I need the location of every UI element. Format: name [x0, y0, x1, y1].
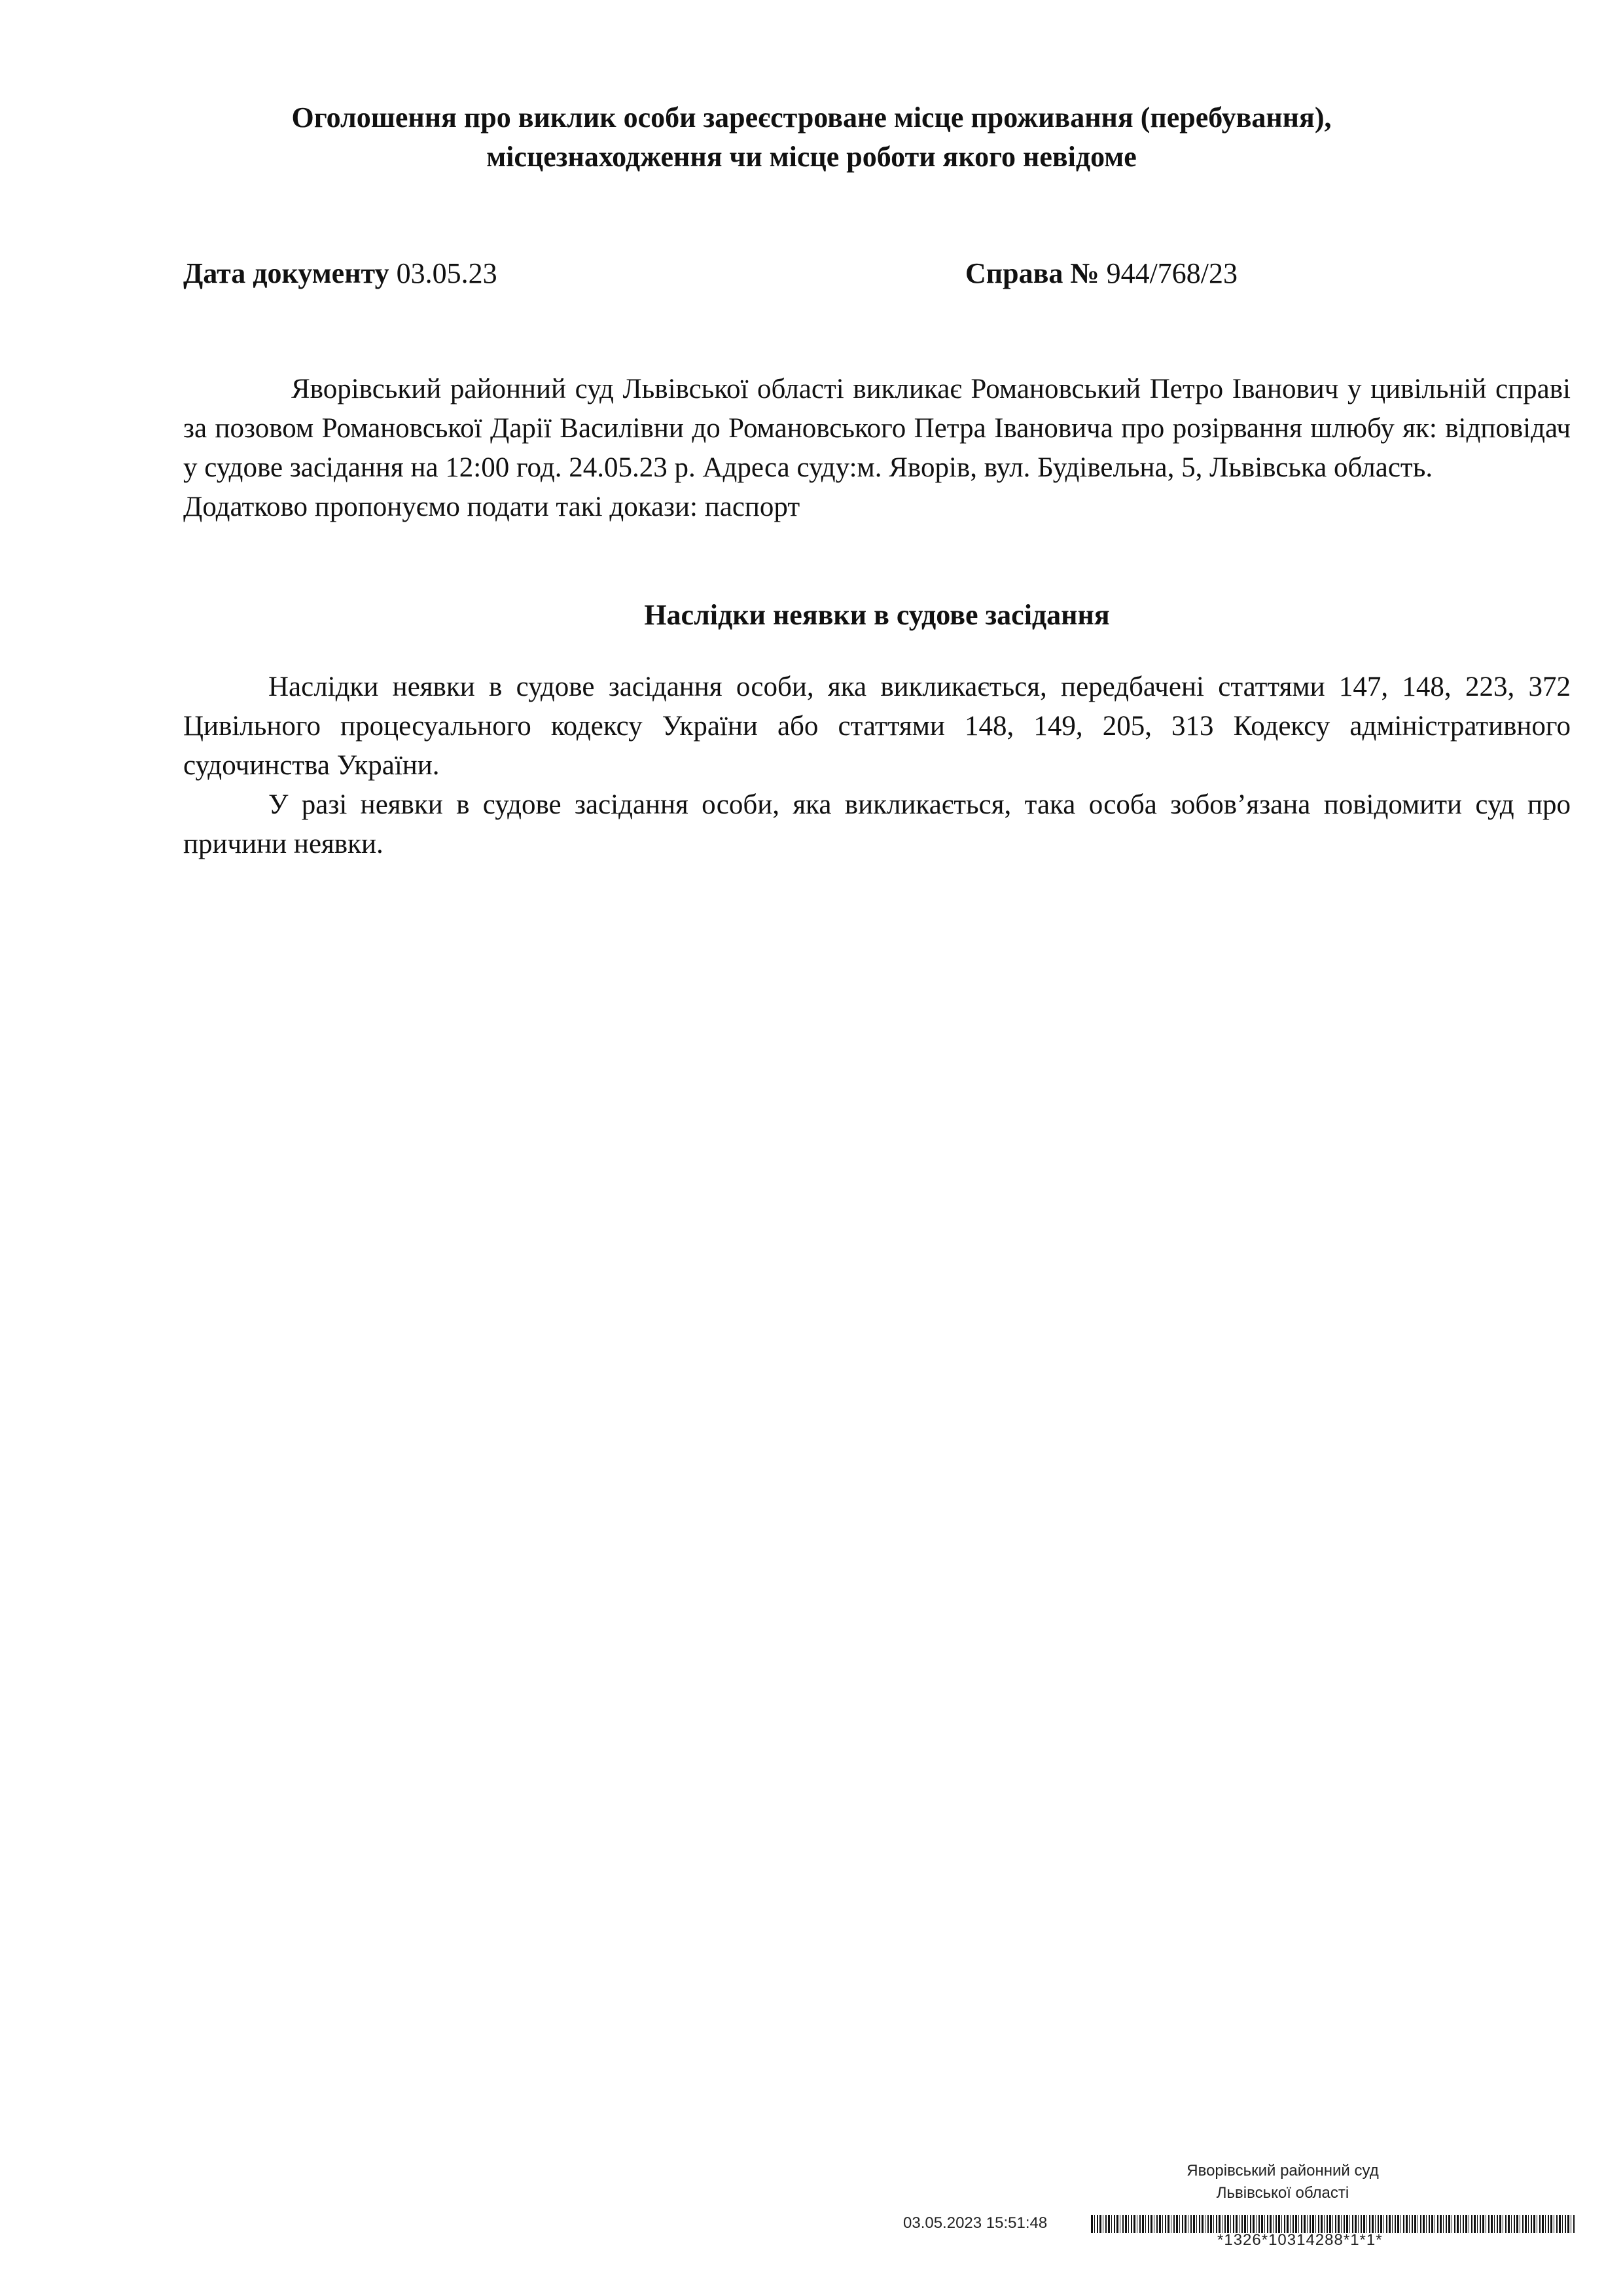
consequences-section: [183, 668, 1571, 864]
title-line-2: місцезнаходження чи місце роботи якого невідоме: [486, 141, 1137, 173]
consequences-paragraph-1: Наслідки неявки в судове засідання особи, яка викликається, передбачені статтями 147, 148, 223, 372 Цивільного процесуального кодексу України або статтями 148, 149, 205, 313 Кодексу адміністративного судочинства України.: [183, 672, 1571, 781]
stamp-code: *1326*10314288*1*1*: [1217, 2231, 1383, 2249]
title-line-1: Оголошення про виклик особи зареєстроване місце проживання (перебування),: [291, 101, 1332, 134]
registration-stamp: [903, 2160, 1577, 2278]
stamp-datetime: 03.05.2023 15:51:48: [903, 2214, 1048, 2232]
summons-section: [183, 370, 1571, 527]
case-label: Справа №: [965, 257, 1099, 289]
document-date: [183, 254, 497, 293]
consequences-heading: Наслідки неявки в судове засідання: [644, 599, 1110, 631]
evidence-paragraph: Додатково пропонуємо подати такі докази: паспорт: [183, 492, 800, 522]
stamp-court-line-1: Яворівський районний суд: [1186, 2162, 1379, 2179]
date-label: Дата документу: [183, 257, 389, 289]
stamp-court-line-2: Львівської області: [1216, 2184, 1349, 2202]
case-number: [965, 254, 1238, 293]
consequences-paragraph-2: У разі неявки в судове засідання особи, яка викликається, така особа зобов’язана повідомити суд про причини неявки.: [183, 789, 1571, 859]
stamp-court-name: [1119, 2160, 1446, 2204]
document-title: [183, 98, 1440, 177]
case-value: 944/768/23: [1106, 257, 1238, 289]
summons-paragraph: Яворівський районний суд Львівської області викликає Романовський Петро Іванович у цивільній справі за позовом Романовської Дарії Василівни до Романовського Петра Івановича про розірвання шлюбу як: відповідач у судове засідання на 12:00 год. 24.05.23 р. Адреса суду:м. Яворів, вул. Будівельна, 5, Львівська область.: [183, 374, 1571, 483]
date-value: 03.05.23: [396, 257, 497, 289]
document-meta: [183, 254, 1440, 300]
